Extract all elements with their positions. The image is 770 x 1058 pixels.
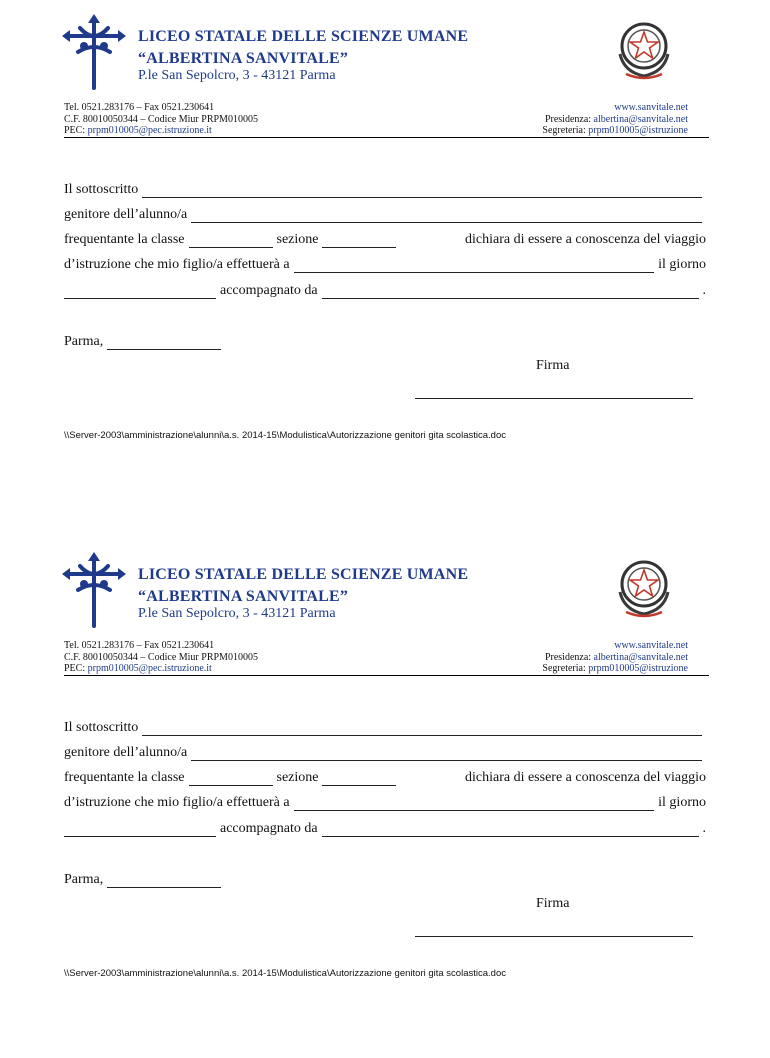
school-name-line2: “ALBERTINA SANVITALE” [138, 588, 349, 605]
sottoscritto-label: Il sottoscritto [64, 182, 139, 197]
tel-fax: Tel. 0521.283176 – Fax 0521.230641 [64, 102, 215, 113]
parma-label: Parma, [64, 334, 104, 349]
accompagnato-line [64, 821, 706, 837]
sezione-field[interactable] [322, 235, 396, 248]
parma-label: Parma, [64, 872, 104, 887]
sottoscritto-field[interactable] [142, 185, 702, 198]
authorization-form-2 [0, 538, 770, 1058]
accompagnato-line [64, 283, 706, 299]
school-name [138, 26, 468, 70]
destinazione-line [64, 257, 706, 273]
italian-republic-emblem-icon [610, 16, 678, 84]
classe-field[interactable] [189, 235, 273, 248]
giorno-label: il giorno [658, 795, 706, 810]
date-field[interactable] [107, 337, 221, 350]
accompagnato-label: accompagnato da [220, 283, 318, 298]
sottoscritto-line [64, 182, 706, 198]
frequentante-label: frequentante la classe [64, 232, 185, 247]
file-path: \\Server-2003\amministrazione\alunni\a.s. 2014-15\Modulistica\Autorizzazione genitori gita scolastica.doc [64, 968, 506, 979]
giorno-field[interactable] [64, 286, 216, 299]
alunno-field[interactable] [191, 748, 702, 761]
firma-label: Firma [536, 896, 570, 911]
istruzione-label: d’istruzione che mio figlio/a effettuerà a [64, 257, 290, 272]
school-name-line1: LICEO STATALE DELLE SCIENZE UMANE [138, 566, 469, 583]
sezione-label: sezione [276, 770, 319, 785]
destinazione-field[interactable] [294, 260, 655, 273]
school-logo-icon [60, 14, 128, 90]
contacts-left [64, 102, 258, 137]
sottoscritto-field[interactable] [142, 723, 702, 736]
accompagnato-label: accompagnato da [220, 821, 318, 836]
giorno-field[interactable] [64, 824, 216, 837]
pec-label: PEC: [64, 125, 86, 136]
destinazione-field[interactable] [294, 798, 655, 811]
firma-label: Firma [536, 358, 570, 373]
classe-line [64, 770, 706, 786]
italian-republic-emblem-icon [610, 554, 678, 622]
pec-label: PEC: [64, 663, 86, 674]
segreteria-email-link[interactable]: prpm010005@istruzione [588, 663, 688, 674]
accompagnatore-field[interactable] [322, 286, 699, 299]
segreteria-label: Segreteria: [542, 663, 586, 674]
website-link[interactable]: www.sanvitale.net [614, 102, 688, 113]
presidenza-label: Presidenza: [544, 113, 592, 125]
dichiara-label: dichiara di essere a conoscenza del viaggio [464, 770, 706, 785]
sottoscritto-label: Il sottoscritto [64, 720, 139, 735]
classe-field[interactable] [189, 773, 273, 786]
alunno-field[interactable] [191, 210, 702, 223]
period-mark: . [702, 821, 706, 836]
authorization-form-1 [0, 0, 770, 520]
school-name-line2: “ALBERTINA SANVITALE” [138, 50, 349, 67]
sezione-field[interactable] [322, 773, 396, 786]
dichiara-label: dichiara di essere a conoscenza del viaggio [464, 232, 706, 247]
destinazione-line [64, 795, 706, 811]
file-path: \\Server-2003\amministrazione\alunni\a.s. 2014-15\Modulistica\Autorizzazione genitori gita scolastica.doc [64, 430, 506, 441]
codice-fiscale: C.F. 80010050344 – Codice Miur PRPM010005 [64, 651, 258, 663]
school-name [138, 564, 468, 608]
segreteria-label: Segreteria: [542, 125, 586, 136]
segreteria-email-link[interactable]: prpm010005@istruzione [588, 125, 688, 136]
header-divider [64, 137, 709, 138]
accompagnatore-field[interactable] [322, 824, 699, 837]
period-mark: . [702, 283, 706, 298]
school-name-line1: LICEO STATALE DELLE SCIENZE UMANE [138, 28, 469, 45]
school-address: P.le San Sepolcro, 3 - 43121 Parma [138, 68, 336, 83]
tel-fax: Tel. 0521.283176 – Fax 0521.230641 [64, 640, 215, 651]
genitore-line [64, 745, 706, 761]
signature-field[interactable] [415, 936, 693, 937]
signature-field[interactable] [415, 398, 693, 399]
sezione-label: sezione [276, 232, 319, 247]
genitore-label: genitore dell’alunno/a [64, 207, 188, 222]
giorno-label: il giorno [658, 257, 706, 272]
presidenza-label: Presidenza: [544, 651, 592, 663]
contacts-right [542, 102, 688, 137]
school-logo-icon [60, 552, 128, 628]
codice-fiscale: C.F. 80010050344 – Codice Miur PRPM010005 [64, 113, 258, 125]
genitore-label: genitore dell’alunno/a [64, 745, 188, 760]
website-link[interactable]: www.sanvitale.net [614, 640, 688, 651]
place-date-line [64, 334, 225, 350]
frequentante-label: frequentante la classe [64, 770, 185, 785]
contacts-right [542, 640, 688, 675]
date-field[interactable] [107, 875, 221, 888]
sottoscritto-line [64, 720, 706, 736]
header-divider [64, 675, 709, 676]
classe-line [64, 232, 706, 248]
genitore-line [64, 207, 706, 223]
school-address: P.le San Sepolcro, 3 - 43121 Parma [138, 606, 336, 621]
pec-link[interactable]: prpm010005@pec.istruzione.it [87, 663, 212, 674]
istruzione-label: d’istruzione che mio figlio/a effettuerà a [64, 795, 290, 810]
presidenza-email-link[interactable]: albertina@sanvitale.net [593, 651, 688, 663]
contacts-left [64, 640, 258, 675]
place-date-line [64, 872, 225, 888]
pec-link[interactable]: prpm010005@pec.istruzione.it [87, 125, 212, 136]
presidenza-email-link[interactable]: albertina@sanvitale.net [593, 113, 688, 125]
